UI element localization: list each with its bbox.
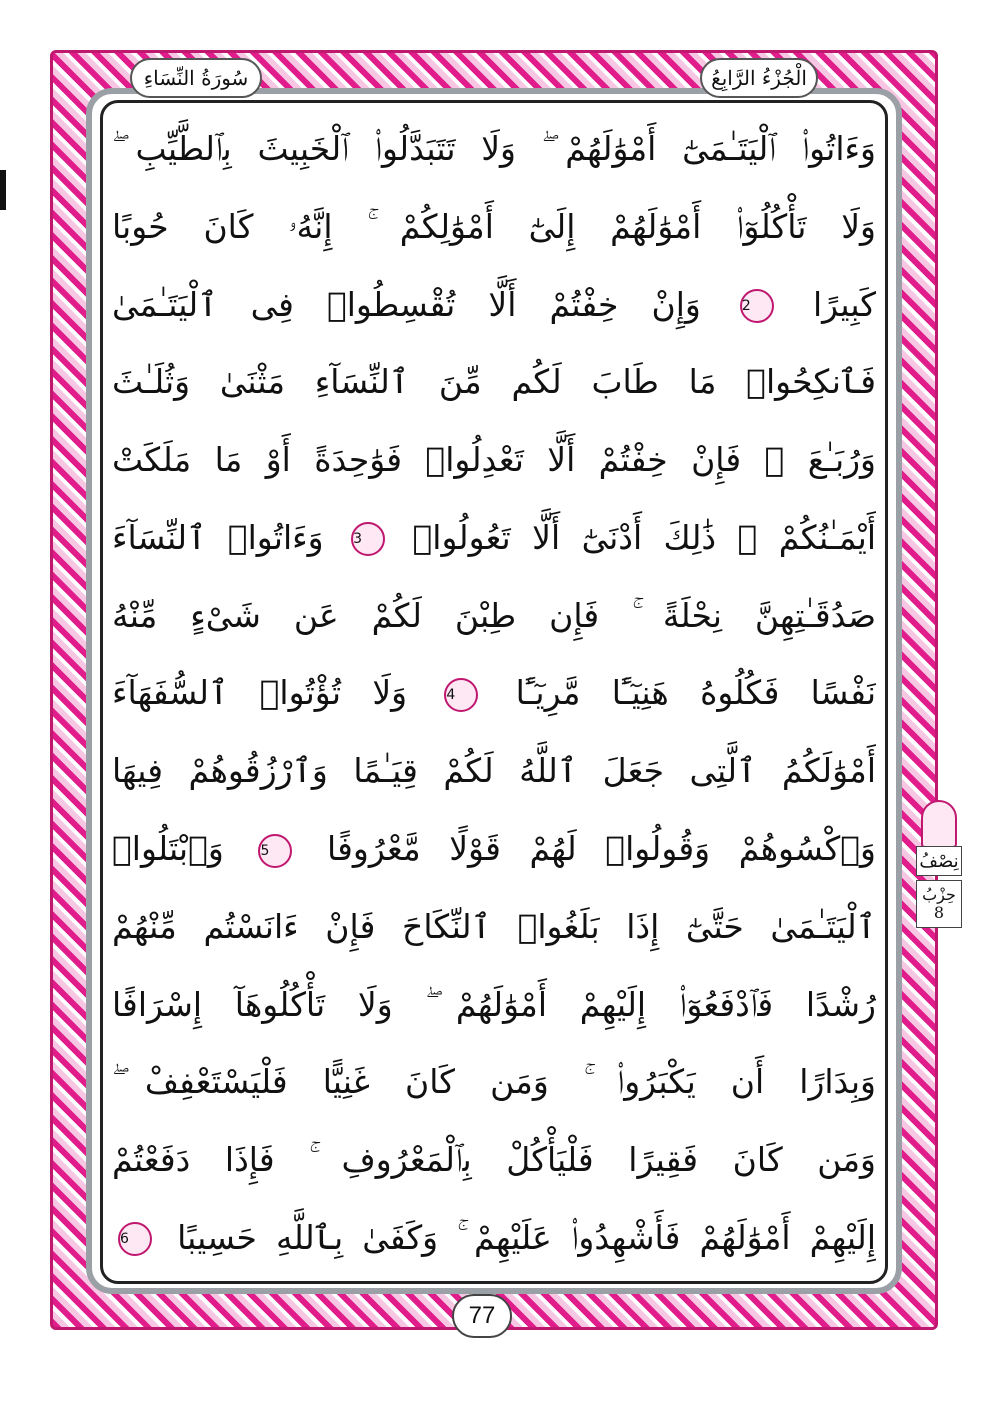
verse-lines — [112, 110, 876, 1276]
verse-line — [112, 654, 876, 731]
ayah-end-marker: 5 — [258, 834, 292, 868]
verse-text: ٱلْيَتَـٰمَىٰ حَتَّىٰٓ إِذَا بَلَغُوا۟ ٱلنِّكَاحَ فَإِنْ ءَانَسْتُم مِّنْهُمْ — [112, 906, 876, 946]
verse-text: وَلَا تُؤْتُوا۟ ٱلسُّفَهَآءَ — [112, 673, 408, 713]
verse-text: وَبِدَارًا أَن يَكْبَرُوا۟ ۚ وَمَن كَانَ غَنِيًّا فَلْيَسْتَعْفِفْ ۖ — [112, 1062, 876, 1102]
verse-text: وَٱبْتَلُوا۟ — [112, 829, 224, 869]
verse-line — [112, 810, 876, 887]
verse-line — [112, 421, 876, 498]
verse-line — [112, 888, 876, 965]
verse-text: وَلَا تَأْكُلُوٓا۟ أَمْوَٰلَهُمْ إِلَىٰٓ أَمْوَٰلِكُمْ ۚ إِنَّهُۥ كَانَ حُوبًا — [112, 206, 876, 246]
verse-line — [112, 188, 876, 265]
hizb-label-box — [916, 880, 962, 928]
ayah-end-marker: 3 — [351, 522, 385, 556]
verse-line — [112, 577, 876, 654]
verse-text: كَبِيرًا — [812, 284, 876, 324]
verse-text: وَءَاتُوا۟ ٱلنِّسَآءَ — [112, 517, 324, 557]
verse-text: وَإِنْ خِفْتُمْ أَلَّا تُقْسِطُوا۟ فِى ٱلْيَتَـٰمَىٰ — [112, 284, 701, 324]
verse-text: إِلَيْهِمْ أَمْوَٰلَهُمْ فَأَشْهِدُوا۟ عَلَيْهِمْ ۚ وَكَفَىٰ بِٱللَّهِ حَسِيبًا — [177, 1217, 876, 1257]
hizb-side-marker — [912, 800, 966, 930]
surah-title: سُورَةُ النِّسَاءِ — [130, 58, 262, 98]
verse-text: صَدُقَـٰتِهِنَّ نِحْلَةً ۚ فَإِن طِبْنَ لَكُمْ عَن شَىْءٍ مِّنْهُ — [112, 595, 876, 635]
verse-line — [112, 1121, 876, 1198]
verse-line — [112, 266, 876, 343]
verse-text: وَٱكْسُوهُمْ وَقُولُوا۟ لَهُمْ قَوْلًا مَّعْرُوفًا — [327, 829, 876, 869]
verse-text: أَيْمَـٰنُكُمْ ۚ ذَٰلِكَ أَدْنَىٰٓ أَلَّا تَعُولُوا۟ — [412, 517, 876, 557]
hizb-word: حِزْبُ — [922, 885, 956, 904]
juz-title: الْجُزْءُ الرَّابِعُ — [700, 58, 818, 98]
verse-line — [112, 499, 876, 576]
verse-text: أَمْوَٰلَكُمُ ٱلَّتِى جَعَلَ ٱللَّهُ لَكُمْ قِيَـٰمًا وَٱرْزُقُوهُمْ فِيهَا — [112, 751, 876, 791]
verse-line — [112, 732, 876, 809]
ayah-end-marker: 6 — [118, 1222, 152, 1256]
page-number: 77 — [452, 1294, 512, 1338]
ayah-end-marker: 2 — [740, 289, 774, 323]
hizb-number: 8 — [933, 903, 945, 922]
ayah-end-marker: 4 — [444, 678, 478, 712]
verse-line — [112, 1043, 876, 1120]
verse-text: وَمَن كَانَ فَقِيرًا فَلْيَأْكُلْ بِٱلْمَعْرُوفِ ۚ فَإِذَا دَفَعْتُمْ — [112, 1140, 876, 1180]
verse-line — [112, 966, 876, 1043]
dome-ornament-icon — [921, 800, 957, 848]
verse-text: رُشْدًا فَٱدْفَعُوٓا۟ إِلَيْهِمْ أَمْوَٰلَهُمْ ۖ وَلَا تَأْكُلُوهَآ إِسْرَافًا — [112, 984, 876, 1024]
verse-line — [112, 343, 876, 420]
verse-text: نَفْسًا فَكُلُوهُ هَنِيٓـًٔا مَّرِيٓـًٔا — [515, 673, 876, 713]
verse-text: وَءَاتُوا۟ ٱلْيَتَـٰمَىٰٓ أَمْوَٰلَهُمْ ۖ وَلَا تَتَبَدَّلُوا۟ ٱلْخَبِيثَ بِٱلطَّيِّبِ ۖ — [112, 129, 876, 168]
verse-text: وَرُبَـٰعَ ۖ فَإِنْ خِفْتُمْ أَلَّا تَعْدِلُوا۟ فَوَٰحِدَةً أَوْ مَا مَلَكَتْ — [112, 440, 876, 480]
hizb-fraction-label: نِصْفُ — [916, 846, 962, 876]
page-edge-mark — [0, 170, 6, 210]
verse-line — [112, 1199, 876, 1276]
verse-text: فَٱنكِحُوا۟ مَا طَابَ لَكُم مِّنَ ٱلنِّسَآءِ مَثْنَىٰ وَثُلَـٰثَ — [112, 362, 876, 402]
verse-line — [112, 110, 876, 187]
